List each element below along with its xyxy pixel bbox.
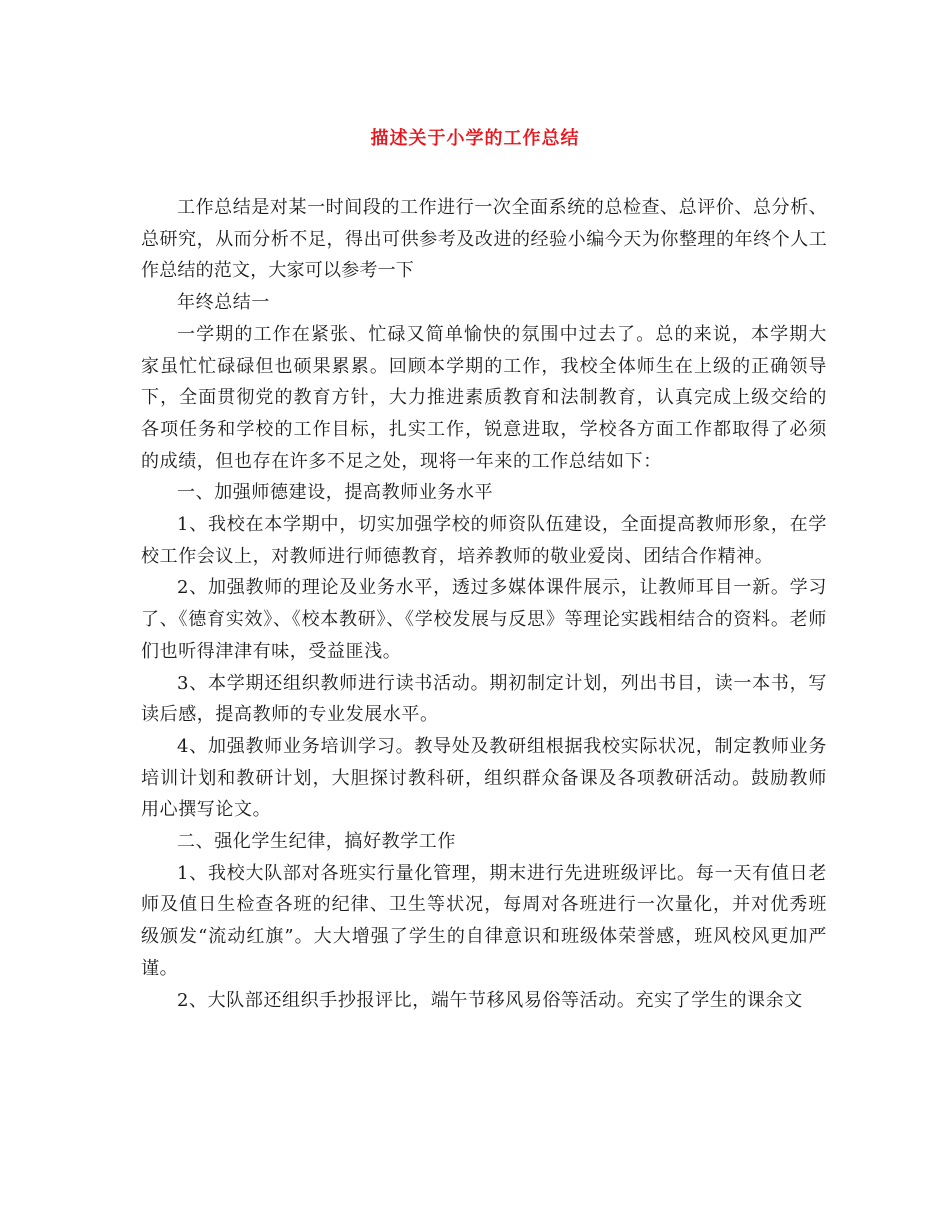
item-paragraph: 2、大队部还组织手抄报评比，端午节移风易俗等活动。充实了学生的课余文 [177, 989, 803, 1011]
section-heading-one: 一、加强师德建设，提高教师业务水平 [177, 482, 494, 504]
overview-paragraph: 一学期的工作在紧张、忙碌又简单愉快的氛围中过去了。总的来说，本学期大家虽忙忙碌碌但也硕果累累。回顾本学期的工作，我校全体师生在上级的正确领导下，全面贯彻党的教育方针，大力推进素质教育和法制教育，认真完成上级交给的各项任务和学校的工作目标，扎实工作，锐意进取，学校各方面工作都取得了必须的成绩，但也存在许多不足之处，现将一年来的工作总结如下： [141, 323, 827, 472]
item-paragraph: 1、我校大队部对各班实行量化管理，期末进行先进班级评比。每一天有值日老师及值日生检查各班的纪律、卫生等状况，每周对各班进行一次量化，并对优秀班级颁发“流动红旗”。大大增强了学生的自律意识和班级体荣誉感，班风校风更加严谨。 [141, 862, 827, 979]
item-paragraph: 4、加强教师业务培训学习。教导处及教研组根据我校实际状况，制定教师业务培训计划和教研计划，大胆探讨教科研，组织群众备课及各项教研活动。鼓励教师用心撰写论文。 [141, 735, 827, 821]
item-paragraph: 3、本学期还组织教师进行读书活动。期初制定计划，列出书目，读一本书，写读后感，提高教师的专业发展水平。 [141, 672, 827, 726]
document-body [141, 192, 827, 1016]
section-heading-two: 二、强化学生纪律，搞好教学工作 [177, 831, 456, 853]
section-heading-summary-one: 年终总结一 [177, 292, 270, 314]
item-paragraph: 1、我校在本学期中，切实加强学校的师资队伍建设，全面提高教师形象，在学校工作会议上，对教师进行师德教育，培养教师的敬业爱岗、团结合作精神。 [141, 514, 827, 567]
document-title: 描述关于小学的工作总结 [370, 128, 580, 149]
item-paragraph: 2、加强教师的理论及业务水平，透过多媒体课件展示，让教师耳目一新。学习了、《德育实效》、《校本教研》、《学校发展与反思》等理论实践相结合的资料。老师们也听得津津有味，受益匪浅。 [141, 577, 827, 662]
intro-paragraph: 工作总结是对某一时间段的工作进行一次全面系统的总检查、总评价、总分析、总研究，从而分析不足，得出可供参考及改进的经验小编今天为你整理的年终个人工作总结的范文，大家可以参考一下 [141, 197, 827, 282]
